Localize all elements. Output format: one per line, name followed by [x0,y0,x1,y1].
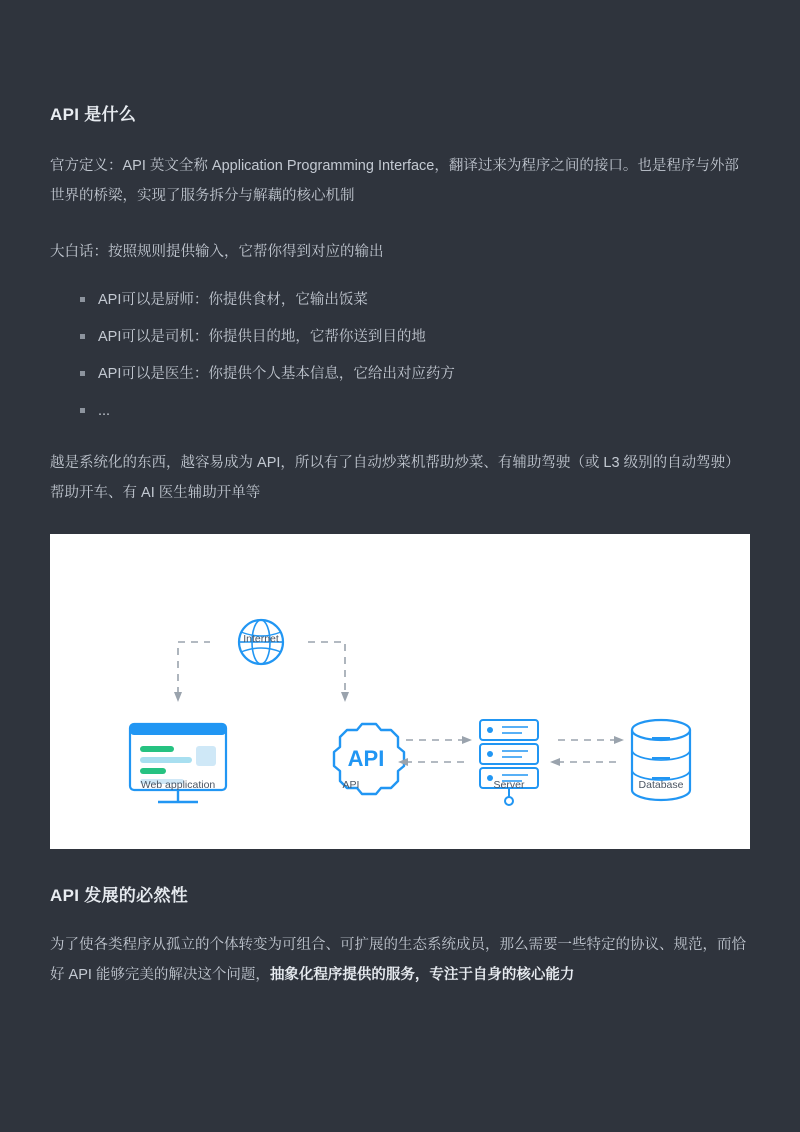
figure-label-internet: Internet [243,633,279,645]
systematization-paragraph: 越是系统化的东西，越容易成为 API，所以有了自动炒菜机帮助炒菜、有辅助驾驶（或 L3 级别的自动驾驶）帮助开车、有 AI 医生辅助开单等 [50,455,740,501]
necessity-paragraph [50,930,750,990]
diagram-graphics [50,534,750,849]
list-item: API可以是厨师：你提供食材，它输出饭菜 [80,289,750,311]
page-title: API 是什么 [50,105,137,124]
figure-label-server: Server [493,779,525,791]
list-item: ... [80,400,750,422]
list-item: API可以是医生：你提供个人基本信息，它给出对应药方 [80,363,750,385]
list-item: API可以是司机：你提供目的地，它帮你送到目的地 [80,326,750,348]
necessity-paragraph-lead: 为了使各类程序从孤立的个体转变为可组合、可扩展的生态系统成员，那么需要一些特定的协议、规范，而恰好 API 能够完美的解决这个问题， [50,937,746,983]
figure-label-api: API [342,779,360,791]
svg-text:API: API [347,746,385,771]
necessity-paragraph-emphasis: 抽象化程序提供的服务，专注于自身的核心能力 [269,967,575,983]
definition-paragraph: 官方定义：API 英文全称 Application Programming Interface，翻译过来为程序之间的接口。也是程序与外部世界的桥梁，实现了服务拆分与解藕的核心机制 [50,158,739,204]
figure-label-web-application: Web application [140,779,216,791]
api-architecture-diagram [50,534,750,849]
section-title-api-necessity: API 发展的必然性 [50,886,189,905]
api-examples-list [50,289,750,422]
figure-label-database: Database [638,779,684,791]
server-rack-icon [480,720,538,805]
plain-language-paragraph: 大白话：按照规则提供输入，它帮你得到对应的输出 [50,244,384,260]
